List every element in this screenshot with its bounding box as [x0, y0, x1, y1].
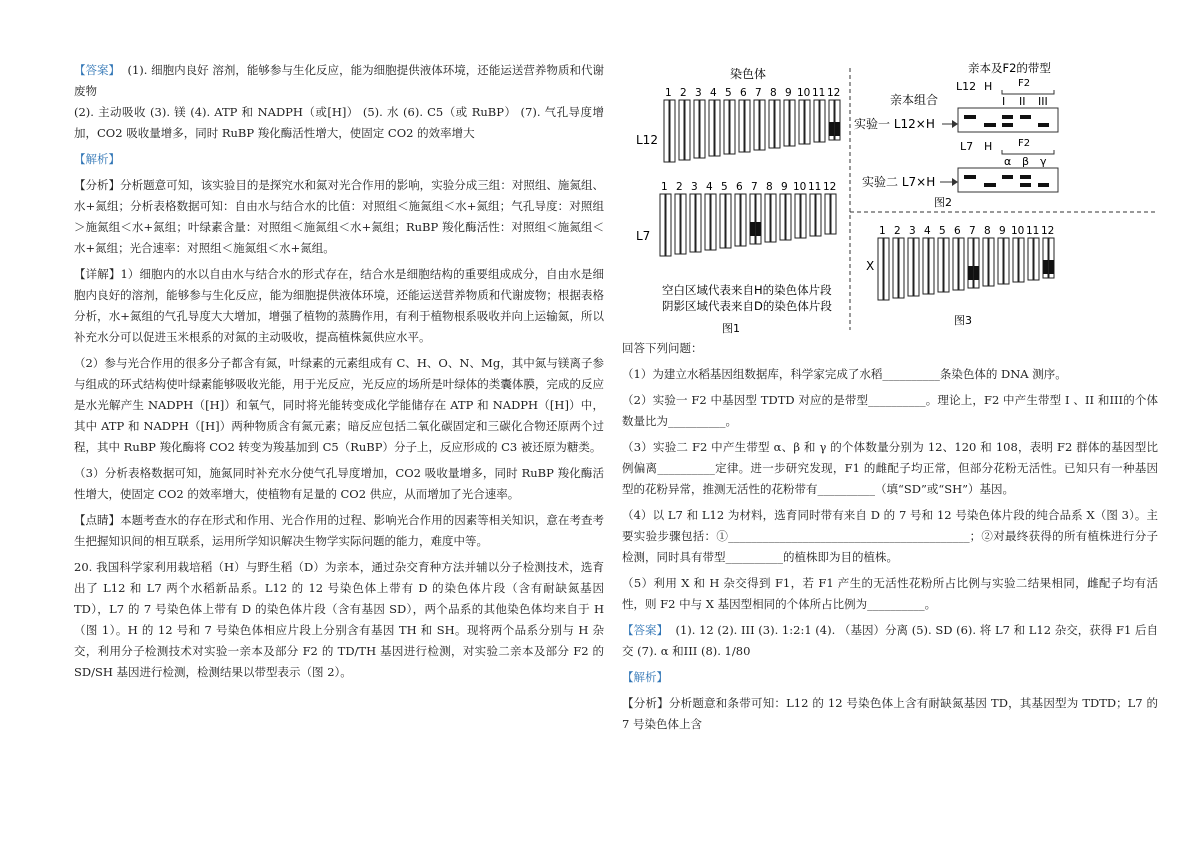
x-number-3: 3	[909, 225, 916, 237]
l7-chromosome-4	[705, 194, 716, 250]
l7-chromosome-1	[660, 194, 671, 256]
l12-chromosome-7	[754, 100, 765, 150]
answer-intro: 回答下列问题：	[622, 341, 703, 355]
exp1-arrowhead	[952, 120, 958, 128]
x-number-10: 10	[1011, 225, 1025, 237]
x-chromosome-7	[968, 238, 979, 288]
l12-number-9: 9	[785, 87, 792, 99]
parent-combo-label: 亲本组合	[890, 93, 939, 107]
l12-chromosome-2	[679, 100, 690, 160]
l12-number-6: 6	[740, 87, 747, 99]
band-greek-alpha: α	[1004, 155, 1012, 168]
subquestion-3: （3）实验二 F2 中产生带型 α、β 和 γ 的个体数量分别为 12、120 和 108，表明 F2 群体的基因型比例偏离__________定律。进一步研究发现，F1 的雌配子均正常，但部分花粉无活性。已知只有一种基因型的花粉异常，推测无活性的花粉带有__________（填“SD”或“SH”）基因。	[622, 440, 1158, 496]
l12-chromosome-3	[694, 100, 705, 158]
right-answer-block	[622, 620, 1158, 662]
x-chromosome-8	[983, 238, 994, 286]
exp2-arrowhead	[952, 178, 958, 186]
subquestion-1: （1）为建立水稻基因组数据库，科学家完成了水稻__________条染色体的 DNA 测序。	[622, 367, 1067, 381]
x-number-5: 5	[939, 225, 946, 237]
l12-number-12: 12	[827, 87, 841, 99]
band-greek-gamma: γ	[1040, 155, 1047, 168]
l7-number-12: 12	[823, 181, 837, 193]
l7-chromosome-3	[690, 194, 701, 252]
exp1-f2-label: F2	[1018, 78, 1031, 89]
fig1-caption: 图1	[722, 322, 740, 335]
x-number-12: 12	[1041, 225, 1055, 237]
x-number-9: 9	[999, 225, 1006, 237]
x-number-6: 6	[954, 225, 961, 237]
subquestion-4: （4）以 L7 和 L12 为材料，选育同时带有来自 D 的 7 号和 12 号染色体片段的纯合品系 X（图 3）。主要实验步骤包括：①__________________________________________；②对最终获得的所有植株进行分子检测，同时具有带型__________的植株即为目的植株。	[622, 508, 1158, 564]
l12-number-1: 1	[665, 87, 672, 99]
l7-label: L7	[636, 229, 651, 243]
xiangjie-paragraph-2: （2）参与光合作用的很多分子都含有氮，叶绿素的元素组成有 C、H、O、N、Mg，其中氮与镁离子参与组成的环式结构使叶绿素能够吸收光能，用于光反应，光反应的场所是叶绿体的类囊体膜，完成的反应是水光解产生 NADPH（[H]）和氧气，同时将光能转变成化学能储存在 ATP 和 NADPH（[H]）中，其中 ATP 和 NADPH（[H]）两种物质含有氮元素；暗反应包括二氧化碳固定和三碳化合物还原两个过程，其中 RuBP 羧化酶将 CO2 转变为羧基加到 C5（RuBP）分子上，反应形成的 C3 被还原为糖类。	[74, 356, 604, 454]
fenxi-paragraph	[74, 175, 604, 259]
l7-chromosome-9	[780, 194, 791, 240]
legend-blank: 空白区域代表来自H的染色体片段	[662, 283, 832, 297]
l12-number-10: 10	[797, 87, 811, 99]
x-number-4: 4	[924, 225, 931, 237]
l12-chromosome-5	[724, 100, 735, 154]
fenxi-text: 分析题意可知，该实验目的是探究水和氮对光合作用的影响，实验分成三组：对照组、施氮组、水+氮组；分析表格数据可知：自由水与结合水的比值：对照组＜施氮组＜水+氮组；气孔导度：对照组＞施氮组＜水+氮组；叶绿素含量：对照组＜施氮组＜水+氮组；RuBP 羧化酶活性：对照组＜施氮组＜水+氮组；光合速率：对照组＜施氮组＜水+氮组。	[74, 178, 604, 255]
x-chromosome-10	[1013, 238, 1024, 282]
l12-number-4: 4	[710, 87, 717, 99]
figure-panel	[622, 60, 1158, 338]
genetics-figure	[622, 60, 1158, 338]
right-answer-text: (1). 12 (2). III (3). 1:2:1 (4). （基因）分离 (5). SD (6). 将 L7 和 L12 杂交，获得 F1 后自交 (7). α 和III (8). 1/80	[622, 623, 1158, 658]
l7-chromosome-11	[810, 194, 821, 236]
l7-number-11: 11	[808, 181, 822, 193]
xiangjie-text-1: 1）细胞内的水以自由水与结合水的形式存在，结合水是细胞结构的重要组成成分，自由水是细胞内良好的溶剂，能够参与生化反应，能为细胞提供液体环境，还能运送营养物质和代谢废物；根据表格分析，水+氮组的气孔导度大大增加，增强了植物的蒸腾作用，有利于植物根系吸收并向上运输氮，所以补充水分可以促进玉米根系的对氮的主动吸收，提高植株氮供应水平。	[74, 267, 605, 344]
l7-number-6: 6	[736, 181, 743, 193]
l12-chromosome-9	[784, 100, 795, 146]
answer-line-1: (1). 细胞内良好 溶剂，能够参与生化反应，能为细胞提供液体环境，还能运送营养物质和代谢废物	[74, 63, 605, 98]
band-roman-2: II	[1019, 95, 1026, 108]
x-chromosome-6	[953, 238, 964, 290]
x-chromosomes	[878, 238, 1054, 300]
xiangjie-paragraph-1	[74, 264, 604, 348]
exp1-gel-box	[958, 108, 1058, 132]
l12-number-3: 3	[695, 87, 702, 99]
x-chromosome-11	[1028, 238, 1039, 280]
l12-chromosome-8	[769, 100, 780, 148]
l12-number-7: 7	[755, 87, 762, 99]
legend-shaded: 阴影区域代表来自D的染色体片段	[662, 299, 832, 313]
right-fenxi-tag: 【分析】	[622, 696, 669, 710]
l12-chromosome-4	[709, 100, 720, 156]
subquestion-5: （5）利用 X 和 H 杂交得到 F1，若 F1 产生的无活性花粉所占比例与实验二结果相同，雌配子均有活性，则 F2 中与 X 基因型相同的个体所占比例为__________。	[622, 576, 1158, 611]
exp2-f2-bracket	[1002, 150, 1054, 154]
dianjing-tag: 【点睛】	[74, 513, 121, 527]
x-number-11: 11	[1026, 225, 1040, 237]
exp2-gel-box	[958, 168, 1058, 192]
exp2-f2-label: F2	[1018, 138, 1031, 149]
l7-chromosome-numbers	[661, 181, 836, 193]
l7-chromosome-6	[735, 194, 746, 246]
exp2-l7-col: L7	[960, 140, 974, 153]
exp1-label: 实验一 L12×H	[854, 117, 935, 131]
band-greek-beta: β	[1022, 155, 1030, 168]
l7-number-5: 5	[721, 181, 728, 193]
x-number-2: 2	[894, 225, 901, 237]
x-chromosome-2	[893, 238, 904, 298]
x-number-1: 1	[879, 225, 886, 237]
l7-chromosome-7	[750, 194, 761, 244]
l12-number-8: 8	[770, 87, 777, 99]
exp1-h-col: H	[984, 80, 993, 93]
xiangjie-tag: 【详解】	[74, 267, 121, 281]
l7-number-2: 2	[676, 181, 683, 193]
x-chromosome-5	[938, 238, 949, 292]
l7-chromosome-5	[720, 194, 731, 248]
dianjing-text: 本题考查水的存在形式和作用、光合作用的过程、影响光合作用的因素等相关知识，意在考查考生把握知识间的相互联系，运用所学知识解决生物学实际问题的能力，难度中等。	[74, 513, 604, 548]
analysis-heading	[74, 149, 604, 170]
l12-chromosome-numbers	[665, 87, 840, 99]
right-analysis-heading	[622, 667, 1158, 688]
l7-number-4: 4	[706, 181, 713, 193]
l12-chromosome-10	[799, 100, 810, 144]
answer-line-2: (2). 主动吸收 (3). 镁 (4). ATP 和 NADPH（或[H]） (5). 水 (6). C5（或 RuBP） (7). 气孔导度增加，CO2 吸收量增多，同时 RuBP 羧化酶活性增大，使固定 CO2 的效率增大	[74, 105, 604, 140]
fig3-caption: 图3	[954, 314, 972, 327]
fig2-caption: 图2	[934, 196, 952, 209]
xiangjie-paragraph-3: （3）分析表格数据可知，施氮同时补充水分使气孔导度增加，CO2 吸收量增多，同时 RuBP 羧化酶活性增大，使固定 CO2 的效率增大，使植物有足量的 CO2 供应，从而增加了光合速率。	[74, 466, 604, 501]
right-fenxi-text: 分析题意和条带可知：L12 的 12 号染色体上含有耐缺氮基因 TD，其基因型为 TDTD；L7 的 7 号染色体上含	[622, 696, 1158, 731]
l12-chromosome-6	[739, 100, 750, 152]
l7-number-8: 8	[766, 181, 773, 193]
x-number-8: 8	[984, 225, 991, 237]
subquestion-2: （2）实验一 F2 中基因型 TDTD 对应的是带型__________。理论上，F2 中产生带型 I 、II 和III的个体数量比为__________。	[622, 393, 1158, 428]
l12-chromosomes	[664, 100, 840, 162]
l7-number-7: 7	[751, 181, 758, 193]
band-roman-1: I	[1002, 95, 1006, 108]
l7-number-9: 9	[781, 181, 788, 193]
l12-chromosome-12	[829, 100, 840, 140]
l12-label: L12	[636, 133, 658, 147]
l7-chromosome-10	[795, 194, 806, 238]
l7-chromosome-8	[765, 194, 776, 242]
exp1-f2-bracket	[1002, 90, 1054, 94]
x-chromosome-9	[998, 238, 1009, 284]
l12-chromosome-1	[664, 100, 675, 162]
l7-number-10: 10	[793, 181, 807, 193]
dianjing-paragraph	[74, 510, 604, 552]
l12-number-5: 5	[725, 87, 732, 99]
x-chromosome-numbers	[879, 225, 1054, 237]
answer-block	[74, 60, 604, 144]
right-column	[622, 338, 1158, 740]
l7-number-3: 3	[691, 181, 698, 193]
band-roman-3: III	[1038, 95, 1048, 108]
fig2-title: 亲本及F2的带型	[968, 61, 1051, 75]
l7-chromosome-12	[825, 194, 836, 234]
l7-chromosome-2	[675, 194, 686, 254]
analysis-tag: 【解析】	[74, 152, 120, 166]
x-chromosome-1	[878, 238, 889, 300]
exp2-h-col: H	[984, 140, 993, 153]
l12-chromosome-11	[814, 100, 825, 142]
x-chromosome-3	[908, 238, 919, 296]
exp2-label: 实验二 L7×H	[862, 175, 936, 189]
question-20: 20. 我国科学家利用栽培稻（H）与野生稻（D）为亲本，通过杂交育种方法并辅以分子检测技术，选育出了 L12 和 L7 两个水稻新品系。L12 的 12 号染色体上带有 D 的染色体片段（含有耐缺氮基因 TD），L7 的 7 号染色体上带有 D 的染色体片段（含有基因 SD），两个品系的其他染色体均来自于 H（图 1）。H 的 12 号和 7 号染色体相应片段上分别含有基因 TH 和 SH。现将两个品系分别与 H 杂交，利用分子检测技术对实验一亲本及部分 F2 的 TD/TH 基因进行检测，对实验二亲本及部分 F2 的 SD/SH 基因进行检测，检测结果以带型表示（图 2）。	[74, 560, 604, 679]
left-column	[74, 60, 604, 688]
x-chromosome-4	[923, 238, 934, 294]
fenxi-tag: 【分析】	[74, 178, 121, 192]
l12-number-2: 2	[680, 87, 687, 99]
right-answer-tag: 【答案】	[622, 623, 669, 637]
x-number-7: 7	[969, 225, 976, 237]
right-fenxi-paragraph	[622, 693, 1158, 735]
answer-tag: 【答案】	[74, 63, 121, 77]
fig1-title: 染色体	[730, 67, 767, 81]
right-analysis-tag: 【解析】	[622, 670, 668, 684]
l12-number-11: 11	[812, 87, 826, 99]
x-chromosome-12	[1043, 238, 1054, 278]
x-label: X	[866, 259, 875, 273]
l7-chromosomes	[660, 194, 836, 256]
exp1-l12-col: L12	[956, 80, 977, 93]
l7-number-1: 1	[661, 181, 668, 193]
